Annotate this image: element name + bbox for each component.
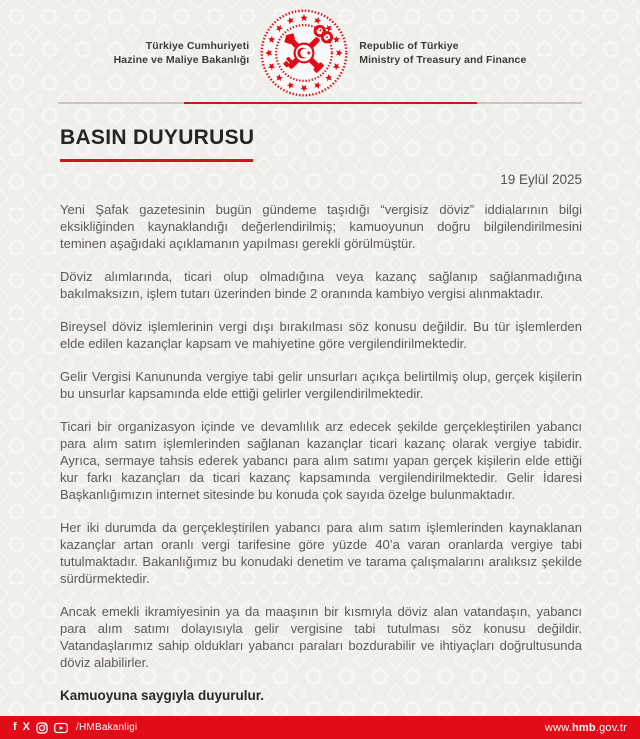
document-date: 19 Eylül 2025: [500, 172, 582, 187]
paragraph-3: Bireysel döviz işlemlerinin vergi dışı bırakılması söz konusu değildir. Bu tür işlemlerden elde edilen kazançlar kapsam ve mahiyetine göre vergilendirilmektedir.: [60, 319, 582, 351]
org-name-tr-line2: Hazine ve Maliye Bakanlığı: [113, 54, 250, 66]
title-underline: [60, 159, 253, 162]
youtube-icon[interactable]: [54, 722, 68, 734]
paragraph-4: Gelir Vergisi Kanununda vergiye tabi gelir unsurları açıkça belirtilmiş olup, gerçek kişilerin bu unsurlar kapsamında elde ettiği gelirler vergilendirilmektedir.: [60, 369, 582, 401]
ministry-emblem-logo: [259, 8, 349, 98]
header: [0, 0, 640, 104]
website-link[interactable]: [545, 722, 627, 734]
website-prefix: www.: [544, 721, 573, 734]
org-name-turkish: [114, 39, 250, 67]
org-name-en-line2: Ministry of Treasury and Finance: [359, 54, 527, 66]
x-twitter-icon[interactable]: X: [22, 721, 31, 733]
paragraph-7: Ancak emekli ikramiyesinin ya da maaşının bir kısmıyla döviz alan vatandaşın, yabancı para alım satımı dolayısıyla gelir vergisine tabi tutulması söz konusu değildir. Vatandaşlarımız sahip oldukları yabancı paraları bozdurabilir ve ihtiyaçları doğrultusunda döviz alabilirler.: [60, 604, 582, 670]
website-bold: hmb: [572, 721, 596, 734]
org-name-tr-line1: Türkiye Cumhuriyeti: [145, 40, 250, 52]
social-handle[interactable]: /HMBakanligi: [76, 722, 138, 733]
facebook-icon[interactable]: f: [13, 721, 17, 733]
org-name-english: [359, 39, 526, 67]
paragraph-2: Döviz alımlarında, ticari olup olmadığına veya kazanç sağlanıp sağlanmadığına bakılmaksızın, işlem tutarı üzerinden binde 2 oranında kambiyo vergisi alınmaktadır.: [60, 269, 582, 301]
crescent-star: [295, 44, 314, 63]
closing-statement: Kamuoyuna saygıyla duyurulur.: [60, 688, 265, 703]
instagram-icon[interactable]: [36, 722, 48, 734]
paragraph-5: Ticari bir organizasyon içinde ve devamlılık arz edecek şekilde gerçekleştirilen yabancı para alım satım işlemlerinden sağlanan kazançlar ticari kazanç olarak vergiye tabidir. Ayrıca, sermaye tahsis ederek yabancı para alım satımı yapan gerçek kişilerin elde ettiği kur farkı kazançları da ticari kazanç kapsamında vergilendirilmektedir. Gelir İdaresi Başkanlığımızın internet sitesinde bu konuda çok sayıda özelge bulunmaktadır.: [60, 419, 582, 502]
org-name-en-line1: Republic of Türkiye: [359, 40, 459, 52]
paragraph-1: Yeni Şafak gazetesinin bugün gündeme taşıdığı “vergisiz döviz” iddialarının bilgi eksikliğinden kaynaklandığı değerlendirilmiş; kamuoyunun doğru bilgilendirilmesini teminen aşağıdaki açıklamanın yapılması gerekli görülmüştür.: [60, 202, 582, 251]
page-title: BASIN DUYURUSU: [60, 126, 255, 149]
press-release-body: [0, 104, 640, 704]
footer: [0, 716, 640, 739]
website-suffix: .gov.tr: [595, 721, 627, 734]
social-links: [13, 722, 137, 734]
paragraph-6: Her iki durumda da gerçekleştirilen yabancı para alım satım işlemlerinden kaynaklanan kazançlar artan oranlı vergi tarifesine göre yüzde 40’a varan oranlarda vergiye tabi tutulmaktadır. Bakanlığımız bu konudaki denetim ve tarama çalışmalarını aralıksız şekilde sürdürmektedir.: [60, 520, 582, 586]
